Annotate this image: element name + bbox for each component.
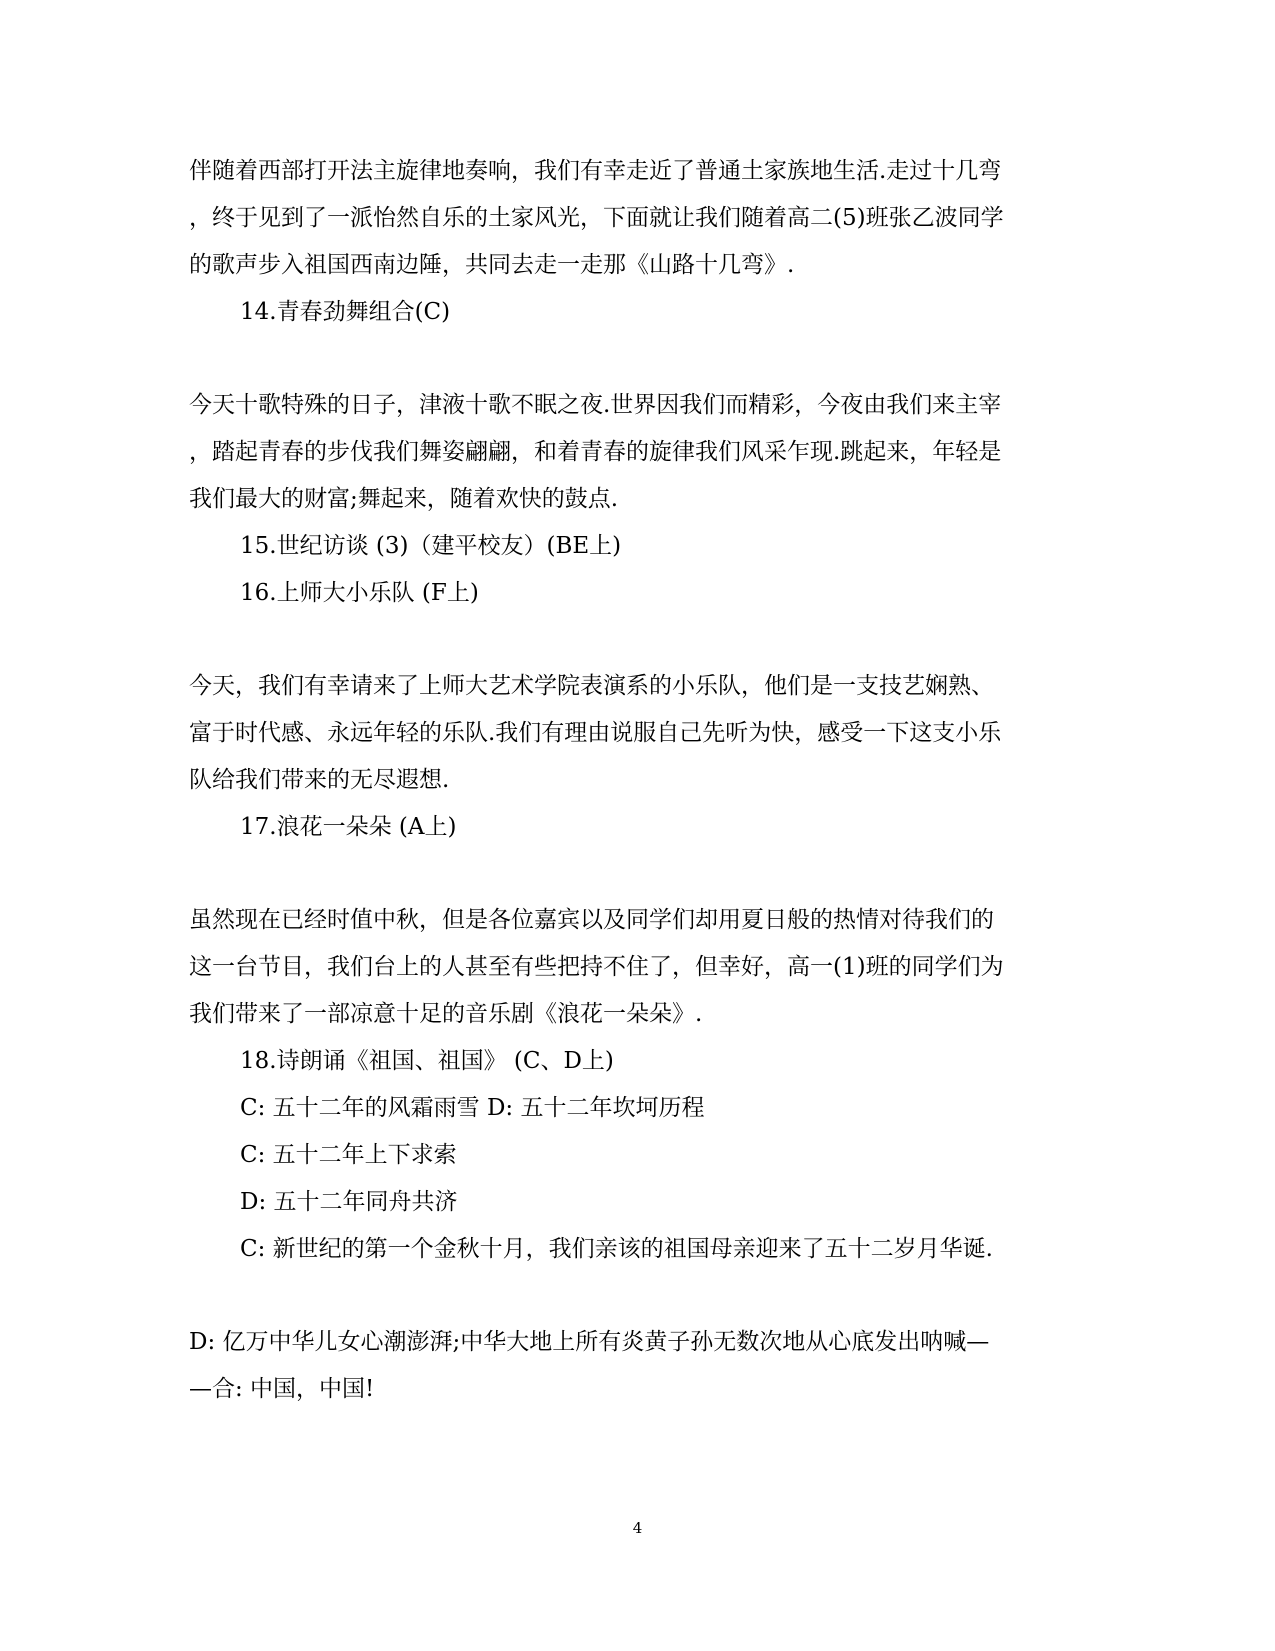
- program-item-heading: 14.青春劲舞组合(C): [240, 299, 451, 325]
- paragraph-line: 这一台节目，我们台上的人甚至有些把持不住了，但幸好，高一(1)班的同学们为: [189, 954, 1004, 980]
- paragraph-line: ，终于见到了一派怡然自乐的土家风光，下面就让我们随着高二(5)班张乙波同学: [189, 205, 1004, 231]
- paragraph-line: 今天十歌特殊的日子，津液十歌不眠之夜.世界因我们而精彩，今夜由我们来主宰: [189, 392, 1002, 418]
- paragraph-line: 的歌声步入祖国西南边陲，共同去走一走那《山路十几弯》.: [189, 252, 795, 278]
- paragraph-line: 伴随着西部打开法主旋律地奏响，我们有幸走近了普通土家族地生活.走过十几弯: [189, 158, 1002, 184]
- paragraph-line: 富于时代感、永远年轻的乐队.我们有理由说服自己先听为快，感受一下这支小乐: [189, 720, 1002, 746]
- paragraph-line: 队给我们带来的无尽遐想.: [189, 767, 450, 793]
- dialogue-line: —合: 中国，中国!: [189, 1376, 375, 1402]
- paragraph-line: 我们带来了一部凉意十足的音乐剧《浪花一朵朵》.: [189, 1001, 703, 1027]
- program-item-heading: 15.世纪访谈 (3)（建平校友）(BE上): [240, 533, 622, 559]
- program-item-heading: 16.上师大小乐队 (F上): [240, 580, 479, 606]
- program-item-heading: 17.浪花一朵朵 (A上): [240, 814, 457, 840]
- paragraph-line: 今天，我们有幸请来了上师大艺术学院表演系的小乐队，他们是一支技艺娴熟、: [189, 673, 994, 699]
- page-number: 4: [632, 1519, 643, 1537]
- paragraph-line: 我们最大的财富;舞起来，随着欢快的鼓点.: [189, 486, 619, 512]
- paragraph-line: 虽然现在已经时值中秋，但是各位嘉宾以及同学们却用夏日般的热情对待我们的: [189, 907, 994, 933]
- dialogue-line: C: 五十二年的风霜雨雪 D: 五十二年坎坷历程: [240, 1095, 705, 1121]
- dialogue-line: D: 五十二年同舟共济: [240, 1189, 458, 1215]
- dialogue-line: C: 新世纪的第一个金秋十月，我们亲该的祖国母亲迎来了五十二岁月华诞.: [240, 1236, 993, 1262]
- dialogue-line: D: 亿万中华儿女心潮澎湃;中华大地上所有炎黄子孙无数次地从心底发出呐喊—: [189, 1329, 990, 1355]
- dialogue-line: C: 五十二年上下求索: [240, 1142, 457, 1168]
- program-item-heading: 18.诗朗诵《祖国、祖国》 (C、D上): [240, 1048, 614, 1074]
- paragraph-line: ，踏起青春的步伐我们舞姿翩翩，和着青春的旋律我们风采乍现.跳起来，年轻是: [189, 439, 1002, 465]
